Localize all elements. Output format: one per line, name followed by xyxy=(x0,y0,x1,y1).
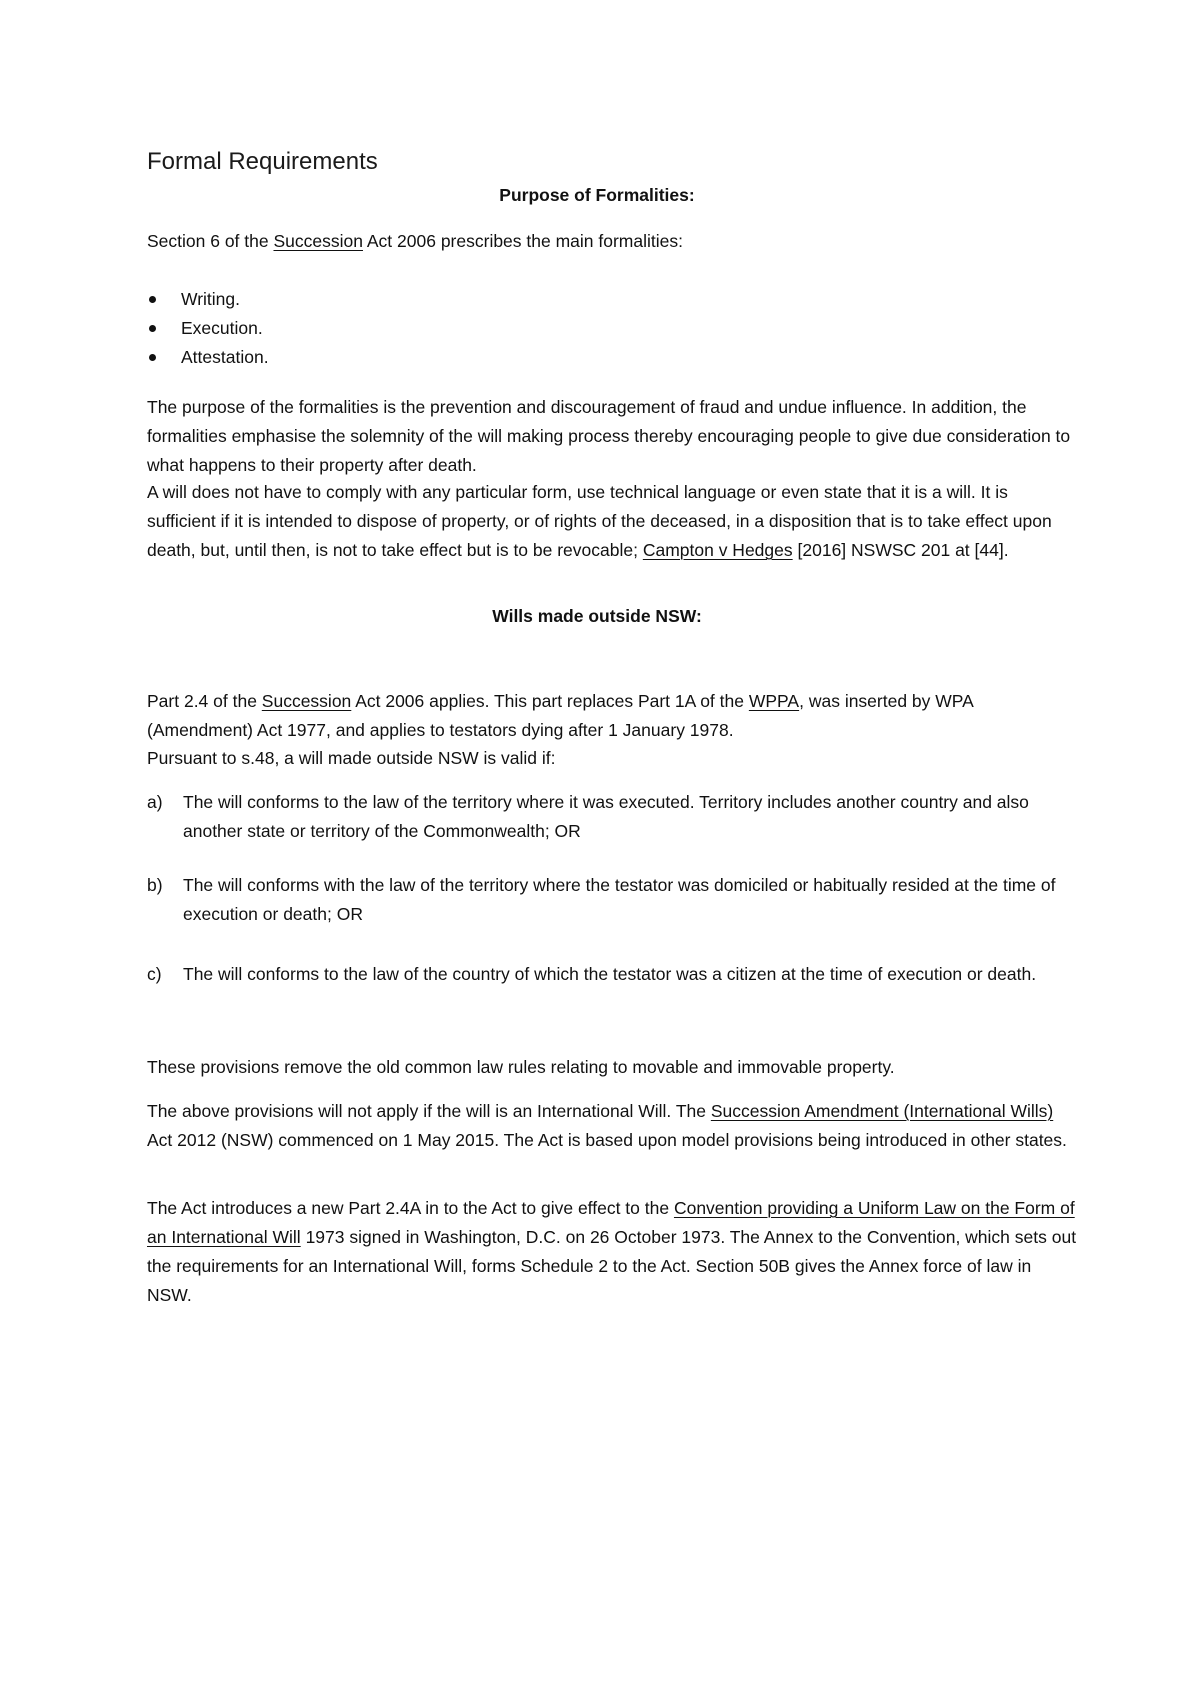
item-text: The will conforms with the law of the territory where the testator was domiciled or habitually resided at the time of execution or death; OR xyxy=(183,875,1056,924)
purpose-paragraph: The purpose of the formalities is the prevention and discouragement of fraud and undue influence. In addition, the formalities emphasise the solemnity of the will making process thereby encouraging people to give due consideration to what happens to their property after death. xyxy=(147,397,1071,475)
page-title: Formal Requirements xyxy=(147,148,378,175)
item-letter: a) xyxy=(147,792,163,812)
will-form-paragraph: A will does not have to comply with any particular form, use technical language or even state that it is a will. It is sufficient if it is intended to dispose of property, or of rights of the deceased, in a disposition that is to take effect upon death, but, until then, is not to take effect but is to be revocable; Campton v Hedges [2016] NSWSC 201 at [44]. xyxy=(147,482,1052,560)
item-letter: b) xyxy=(147,875,163,895)
provisions-paragraph: These provisions remove the old common law rules relating to movable and immovable property. xyxy=(147,1057,895,1077)
wppa-link[interactable]: WPPA xyxy=(748,691,800,711)
convention-paragraph: The Act introduces a new Part 2.4A in to the Act to give effect to the Convention providing a Uniform Law on the Form of an International Will 1973 signed in Washington, D.C. on 26 October 1973. The Annex to the Convention, which sets out the requirements for an International Will, forms Schedule 2 to the Act. Section 50B gives the Annex force of law in NSW. xyxy=(147,1198,1077,1305)
international-will-paragraph: The above provisions will not apply if the will is an International Will. The Succession Amendment (International Wills) Act 2012 (NSW) commenced on 1 May 2015. The Act is based upon model provisions being introduced in other states. xyxy=(147,1101,1067,1150)
list-item: Writing. xyxy=(147,285,1077,314)
list-item xyxy=(147,871,1077,929)
list-item xyxy=(147,788,1077,846)
item-letter: c) xyxy=(147,964,162,984)
convention-link[interactable]: Convention providing a Uniform Law on the Form of an International Will xyxy=(147,1198,1075,1247)
succession-link[interactable]: Succession xyxy=(261,691,352,711)
pursuant-paragraph: Pursuant to s.48, a will made outside NSW is valid if: xyxy=(147,748,556,768)
heading-wills-outside-nsw: Wills made outside NSW: xyxy=(492,606,702,626)
list-item xyxy=(147,960,1077,989)
succession-amendment-link[interactable]: Succession Amendment (International Wills) xyxy=(710,1101,1054,1121)
item-text: The will conforms to the law of the country of which the testator was a citizen at the time of execution or death. xyxy=(183,964,1037,984)
part24-paragraph: Part 2.4 of the Succession Act 2006 applies. This part replaces Part 1A of the WPPA, was inserted by WPA (Amendment) Act 1977, and applies to testators dying after 1 January 1978. xyxy=(147,691,973,740)
section6-paragraph: Section 6 of the Succession Act 2006 prescribes the main formalities: xyxy=(147,231,683,251)
heading-purpose-of-formalities: Purpose of Formalities: xyxy=(499,185,695,205)
succession-link[interactable]: Succession xyxy=(273,231,363,251)
item-text: The will conforms to the law of the territory where it was executed. Territory includes another country and also another state or territory of the Commonwealth; OR xyxy=(183,792,1029,841)
list-item: Attestation. xyxy=(147,343,1077,372)
list-item: Execution. xyxy=(147,314,1077,343)
campton-v-hedges-link[interactable]: Campton v Hedges xyxy=(642,540,793,560)
formalities-list xyxy=(147,285,1077,372)
document-page xyxy=(147,0,1077,1698)
